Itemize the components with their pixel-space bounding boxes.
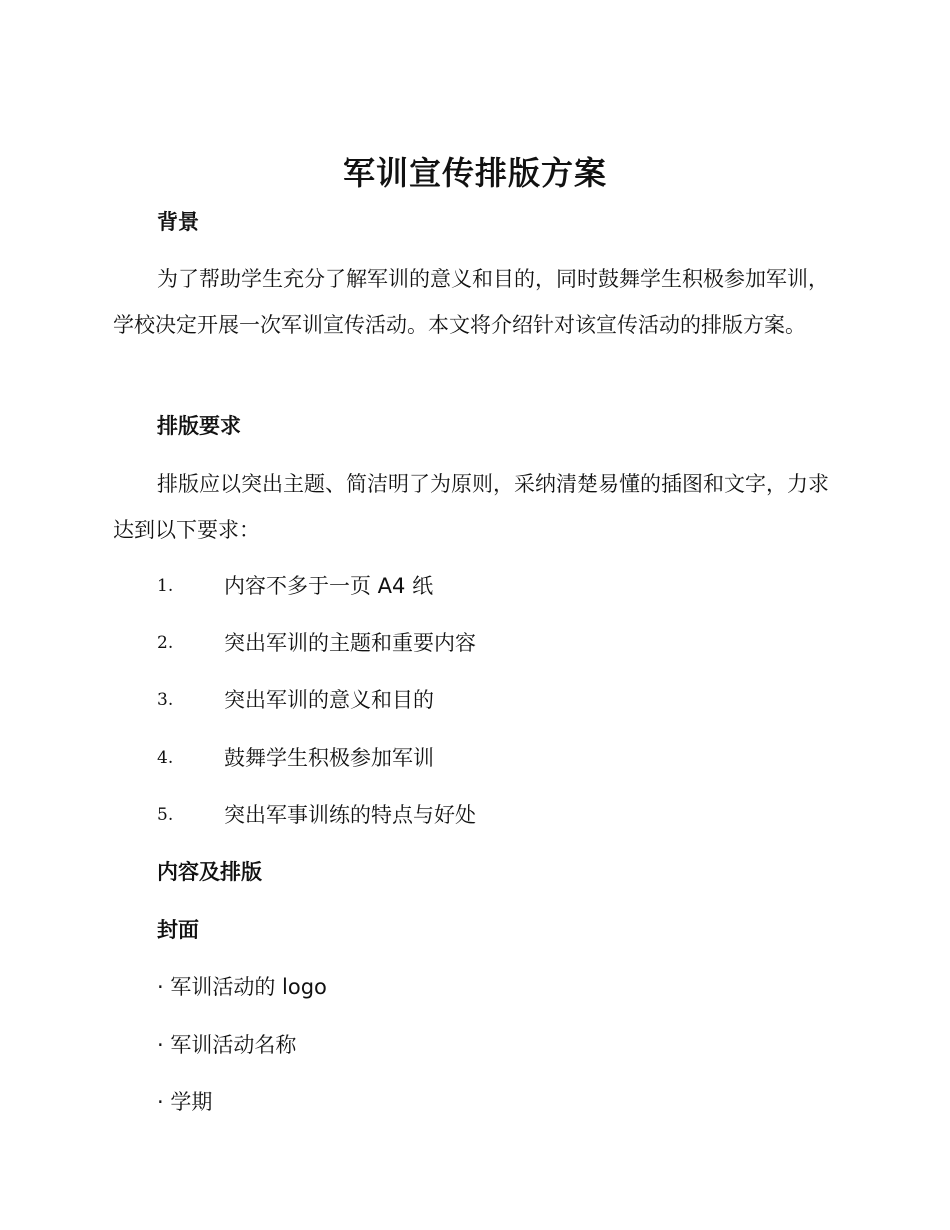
cover-bullet-item: · 军训活动名称 [157, 1033, 297, 1057]
list-item-text: 鼓舞学生积极参加军训 [224, 746, 434, 770]
cover-bullet-item: · 学期 [157, 1090, 213, 1114]
list-item-number: 2. [157, 633, 174, 653]
list-item-number: 3. [157, 690, 174, 710]
list-item-text: 突出军训的主题和重要内容 [224, 631, 476, 655]
section-heading-cover: 封面 [157, 918, 199, 942]
list-item-text: 突出军训的意义和目的 [224, 688, 434, 712]
list-item [157, 628, 757, 658]
section-heading-content-layout: 内容及排版 [157, 860, 262, 884]
document-title: 军训宣传排版方案 [342, 154, 607, 192]
list-item-number: 1. [157, 576, 174, 596]
list-item [157, 685, 757, 715]
section-heading-background: 背景 [157, 210, 199, 234]
list-item-number: 5. [157, 805, 174, 825]
cover-bullet-item: · 军训活动的 logo [157, 975, 327, 999]
list-item [157, 571, 757, 601]
background-paragraph: 为了帮助学生充分了解军训的意义和目的，同时鼓舞学生积极参加军训，学校决定开展一次军训宣传活动。本文将介绍针对该宣传活动的排版方案。 [113, 267, 829, 337]
list-item-text: 突出军事训练的特点与好处 [224, 803, 476, 827]
list-item-number: 4. [157, 748, 174, 768]
list-item [157, 800, 757, 830]
list-item-text: 内容不多于一页 A4 纸 [224, 574, 434, 598]
requirements-paragraph: 排版应以突出主题、简洁明了为原则，采纳清楚易懂的插图和文字，力求达到以下要求： [113, 472, 829, 542]
list-item [157, 743, 757, 773]
section-heading-requirements: 排版要求 [157, 414, 241, 438]
